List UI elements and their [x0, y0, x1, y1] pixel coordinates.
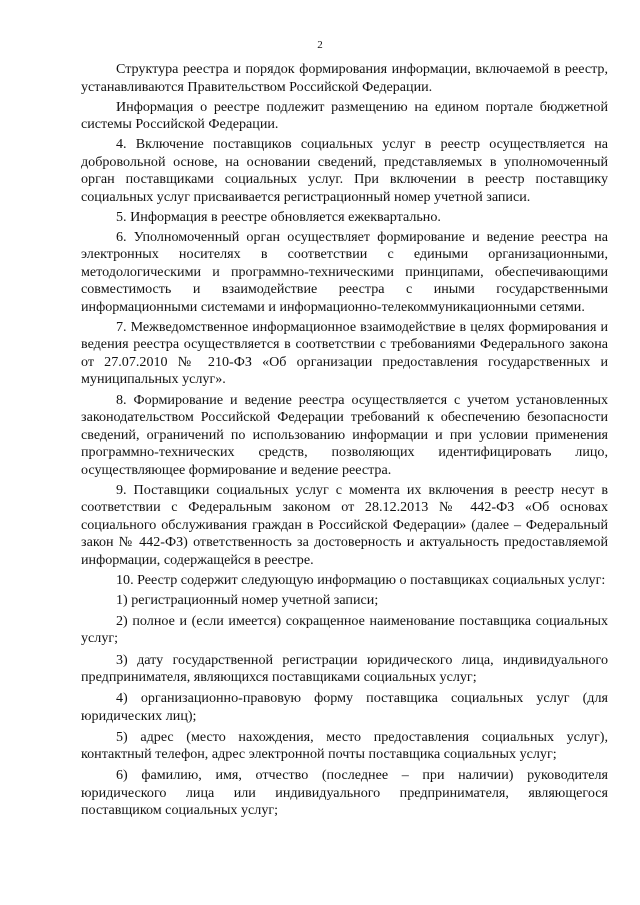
list-item: 2) полное и (если имеется) сокращенное наименование поставщика социальных услуг; — [81, 612, 608, 647]
list-item: 5) адрес (место нахождения, место предоставления социальных услуг), контактный телефон, адрес электронной почты поставщика социальных услуг; — [81, 728, 608, 763]
list-item: 1) регистрационный номер учетной записи; — [116, 591, 379, 608]
paragraph-item-9: 9. Поставщики социальных услуг с момента их включения в реестр несут в соответствии с Федеральным законом от 28.12.2013 № 442-ФЗ «Об основах социального обслуживания граждан в Российской Федерации» (далее – Федеральный закон № 442-ФЗ) ответственность за достоверность и актуальность предоставляемой информации, содержащейся в реестре. — [81, 481, 608, 568]
paragraph-item-10: 10. Реестр содержит следующую информацию о поставщиках социальных услуг: — [116, 571, 606, 588]
list-item: 4) организационно-правовую форму поставщика социальных услуг (для юридических лиц); — [81, 690, 608, 724]
paragraph-item-6: 6. Уполномоченный орган осуществляет формирование и ведение реестра на электронных носителях в соответствии с едиными организационными, методологическими и программно-техническими принципами, обеспечивающими совместимость и взаимодействие реестра с иными государственными информационными системами и информационно-телекоммуникационными сетями. — [81, 228, 608, 315]
page-number: 2 — [317, 39, 323, 51]
paragraph-registry-portal: Информация о реестре подлежит размещению на едином портале бюджетной системы Российской Федерации. — [81, 98, 608, 133]
paragraph-item-4: 4. Включение поставщиков социальных услуг в реестр осуществляется на добровольной основе, на основании сведений, представляемых в уполномоченный орган поставщиками социальных услуг. При включении в реестр поставщику социальных услуг присваивается регистрационный номер учетной записи. — [81, 136, 608, 205]
document-body — [81, 61, 608, 823]
list-item: 6) фамилию, имя, отчество (последнее – при наличии) руководителя юридического лица или индивидуального предпринимателя, являющегося поставщиком социальных услуг; — [81, 767, 608, 819]
paragraph-item-7: 7. Межведомственное информационное взаимодействие в целях формирования и ведения реестра осуществляется в соответствии с требованиями Федерального закона от 27.07.2010 № 210-ФЗ «Об организации предоставления государственных и муниципальных услуг». — [81, 318, 608, 388]
paragraph-registry-structure: Структура реестра и порядок формирования информации, включаемой в реестр, устанавливаются Правительством Российской Федерации. — [81, 61, 608, 95]
paragraph-item-8: 8. Формирование и ведение реестра осуществляется с учетом установленных законодательством Российской Федерации требований к обеспечению безопасности сведений, ограничений по использованию информации и при условии применения программно-технических средств, позволяющих идентифицировать лицо, осуществляющее формирование и ведение реестра. — [81, 391, 608, 478]
paragraph-item-5: 5. Информация в реестре обновляется ежеквартально. — [116, 208, 441, 225]
list-item: 3) дату государственной регистрации юридического лица, индивидуального предпринимателя, являющихся поставщиками социальных услуг; — [81, 651, 608, 686]
